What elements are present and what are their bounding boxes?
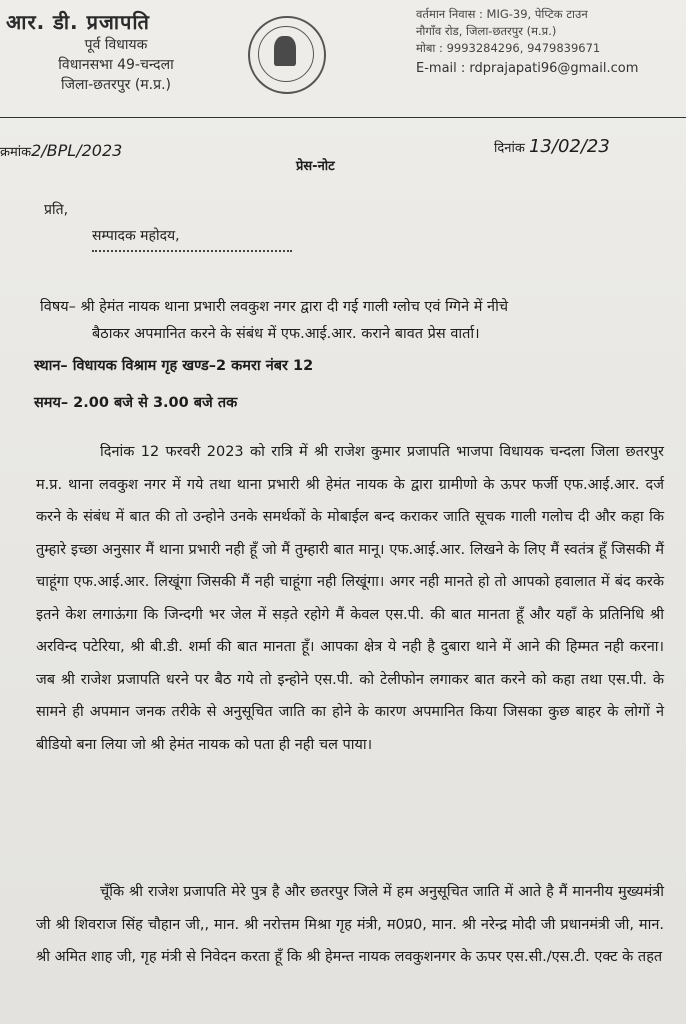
letterhead-district: जिला-छतरपुर (म.प्र.) (61, 77, 171, 93)
letterhead-right (416, 6, 678, 77)
date-label: दिनांक (494, 141, 525, 156)
reference-label: क्रमांक (0, 145, 32, 160)
letterhead-designation: पूर्व विधायक (84, 37, 148, 53)
road-address: नौगाँव रोड, जिला-छतरपुर (म.प्र.) (416, 24, 557, 38)
header-divider (0, 117, 686, 118)
body-paragraph-1: दिनांक 12 फरवरी 2023 को रात्रि में श्री राजेश कुमार प्रजापति भाजपा विधायक चन्दला जिला छतरपुर म.प्र. थाना लवकुश नगर में गये तथा थाना प्रभारी श्री हेमंत नायक के द्वारा ग्रामीणो के ऊपर फर्जी एफ.आई.आर. दर्ज करने के संबंध में बात की तो उन्होने उनके समर्थकों के मोबाईल बन्द कराकर जाति सूचक गाली गलोच दी और कहा कि तुम्हारे इच्छा अनुसार मैं थाना प्रभारी नही हूँ जो मैं तुम्हारी बात मानू। एफ.आई.आर. लिखने के लिए मैं स्वतंत्र हूँ जिसकी मैं चाहूंगा एफ.आई.आर. लिखूंगा जिसकी मैं नही चाहूंगा नही लिखूंगा। अगर नही मानते हो तो आपको हवालात में बंद करके इतने केश लगाऊंगा कि जिन्दगी भर जेल में सड़ते रहोगे मैं केवल एस.पी. की बात मानता हूँ और यहाँ के प्रतिनिधि श्री अरविन्द पटेरिया, श्री बी.डी. शर्मा की बात मानता हूँ। आपका क्षेत्र ये नही है दुबारा थाने में आने की हिम्मत नही करना। जब श्री राजेश प्रजापति धरने पर बैठ गये तो इन्होने एस.पी. को टेलीफोन लगाकर बात करने को कहा तथा एस.पी. के सामने ही अपमान जनक तरीके से अनुसूचित जाति का होने के कारण अपमानित किया जिसका कुछ बाहर के लोगों ने बीडियो बना लिया जो श्री हेमंत नायक को पता ही नही चल पाया। (36, 444, 664, 753)
body-paragraph-2: चूँकि श्री राजेश प्रजापति मेरे पुत्र है और छतरपुर जिले में हम अनुसूचित जाति में आते है मैं माननीय मुख्यमंत्री जी श्री शिवराज सिंह चौहान जी,, मान. श्री नरोत्तम मिश्रा गृह मंत्री, म0प्र0, मान. श्री नरेन्द्र मोदी जी प्रधानमंत्री जी, मान. श्री अमित शाह जी, गृह मंत्री से निवेदन करता हूँ कि श्री हेमन्त नायक लवकुशनगर के ऊपर एस.सी./एस.टी. एक्ट के तहत (36, 884, 664, 965)
letterhead-name: आर. डी. प्रजापति (6, 10, 150, 34)
recipient-editor: सम्पादक महोदय, (92, 228, 180, 244)
letterhead-constituency: विधानसभा 49-चन्दला (58, 57, 174, 73)
subject-line-2: बैठाकर अपमानित करने के संबंध में एफ.आई.आर. कराने बावत प्रेस वार्ता। (92, 326, 480, 342)
press-note-heading: प्रेस-नोट (296, 159, 335, 174)
residence-address: वर्तमान निवास : MIG-39, पेप्टिक टाउन (416, 7, 588, 21)
recipient-dotted-line (92, 250, 292, 252)
recipient-to: प्रति, (44, 202, 69, 218)
letter-date (494, 136, 610, 157)
venue-place: स्थान– विधायक विश्राम गृह खण्ड–2 कमरा नंबर 12 (34, 358, 314, 374)
venue-time: समय– 2.00 बजे से 3.00 बजे तक (34, 395, 238, 411)
state-emblem-seal-icon (248, 16, 326, 94)
reference-value: 2/BPL/2023 (31, 141, 123, 160)
date-value: 13/02/23 (528, 136, 610, 157)
subject-block (40, 294, 660, 348)
reference-number (0, 141, 122, 160)
email-address: E-mail : rdprajapati96@gmail.com (416, 61, 639, 76)
letterhead-left (6, 8, 226, 95)
mobile-numbers: मोबा : 9993284296, 9479839671 (416, 41, 601, 55)
subject-line-1: विषय– श्री हेमंत नायक थाना प्रभारी लवकुश नगर द्वारा दी गई गाली ग्लोच एवं ग्गिने में नीचे (40, 299, 509, 315)
